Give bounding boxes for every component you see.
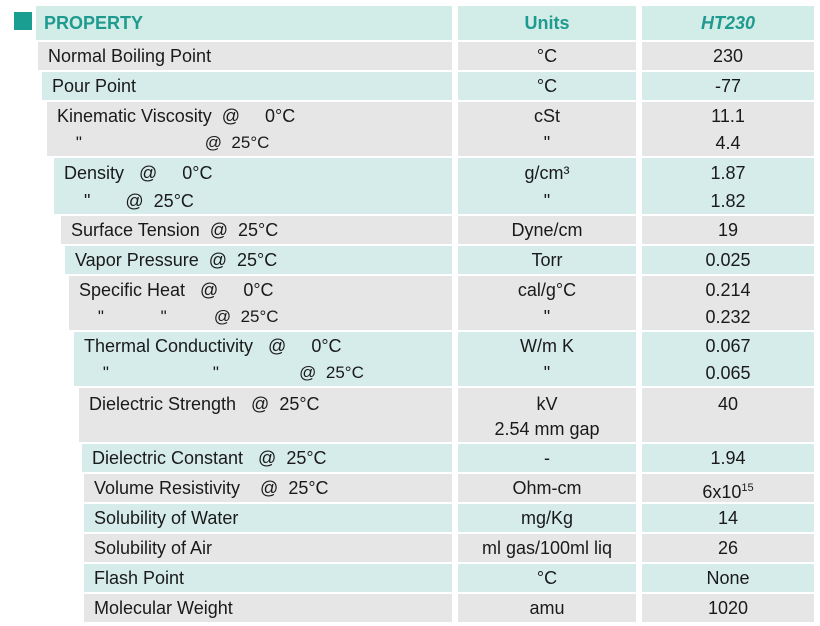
table-row (38, 42, 452, 70)
units-cell: cal/g°C " (458, 276, 636, 330)
table-row (47, 102, 452, 156)
table-row (65, 246, 452, 274)
value-cell (642, 474, 814, 502)
header-units: Units (458, 6, 636, 40)
table-row (84, 504, 452, 532)
value-cell: 19 (642, 216, 814, 244)
units-cell: mg/Kg (458, 504, 636, 532)
table-row (84, 474, 452, 502)
table-row (74, 332, 452, 386)
units-cell: - (458, 444, 636, 472)
header-marker-square (14, 12, 32, 30)
units-cell: g/cm³ " (458, 158, 636, 214)
table-row (54, 158, 452, 214)
table-row (84, 564, 452, 592)
property-label: Thermal Conductivity @ 0°C (84, 336, 342, 356)
property-label: Kinematic Viscosity @ 0°C (57, 106, 296, 126)
units-cell: Torr (458, 246, 636, 274)
property-label-sub: " @ 25°C (64, 191, 194, 211)
table-row (79, 388, 452, 442)
table-row (69, 276, 452, 330)
value-cell: 11.1 4.4 (642, 102, 814, 156)
resistivity-exponent: 15 (741, 482, 754, 494)
table-row (84, 534, 452, 562)
header-property: PROPERTY (36, 6, 452, 40)
property-label-sub: " " @ 25°C (79, 307, 279, 326)
property-label: Pour Point (52, 76, 137, 96)
property-label: Dielectric Constant @ 25°C (92, 448, 327, 468)
units-cell: W/m K " (458, 332, 636, 386)
property-label: Specific Heat @ 0°C (79, 280, 274, 300)
value-cell: 1.87 1.82 (642, 158, 814, 214)
property-label: Flash Point (94, 568, 185, 588)
property-label: Normal Boiling Point (48, 46, 212, 66)
value-cell: 40 (642, 388, 814, 442)
value-cell: None (642, 564, 814, 592)
property-label: Vapor Pressure @ 25°C (75, 250, 278, 270)
units-cell: ml gas/100ml liq (458, 534, 636, 562)
value-cell: 0.025 (642, 246, 814, 274)
property-label: Solubility of Air (94, 538, 213, 558)
property-label: Dielectric Strength @ 25°C (89, 394, 320, 414)
value-cell: 0.214 0.232 (642, 276, 814, 330)
units-cell: Ohm-cm (458, 474, 636, 502)
table-row (42, 72, 452, 100)
value-cell: 26 (642, 534, 814, 562)
units-cell: Dyne/cm (458, 216, 636, 244)
units-cell: °C (458, 42, 636, 70)
property-label: Volume Resistivity @ 25°C (94, 478, 329, 498)
value-cell: 0.067 0.065 (642, 332, 814, 386)
value-cell: -77 (642, 72, 814, 100)
property-label-sub: " @ 25°C (57, 133, 270, 152)
property-label: Solubility of Water (94, 508, 239, 528)
property-label: Molecular Weight (94, 598, 233, 618)
header-product: HT230 (642, 6, 814, 40)
value-cell: 1.94 (642, 444, 814, 472)
units-cell: °C (458, 564, 636, 592)
property-label: Density @ 0°C (64, 163, 213, 183)
resistivity-mantissa: 6x10 (702, 482, 742, 502)
value-cell: 14 (642, 504, 814, 532)
table-row (84, 594, 452, 622)
table-row (61, 216, 452, 244)
property-label-sub: " " @ 25°C (84, 363, 364, 382)
units-cell: kV 2.54 mm gap (458, 388, 636, 442)
value-cell: 230 (642, 42, 814, 70)
property-label: Surface Tension @ 25°C (71, 220, 279, 240)
value-cell: 1020 (642, 594, 814, 622)
units-cell: amu (458, 594, 636, 622)
units-cell: cSt " (458, 102, 636, 156)
table-row (82, 444, 452, 472)
units-cell: °C (458, 72, 636, 100)
